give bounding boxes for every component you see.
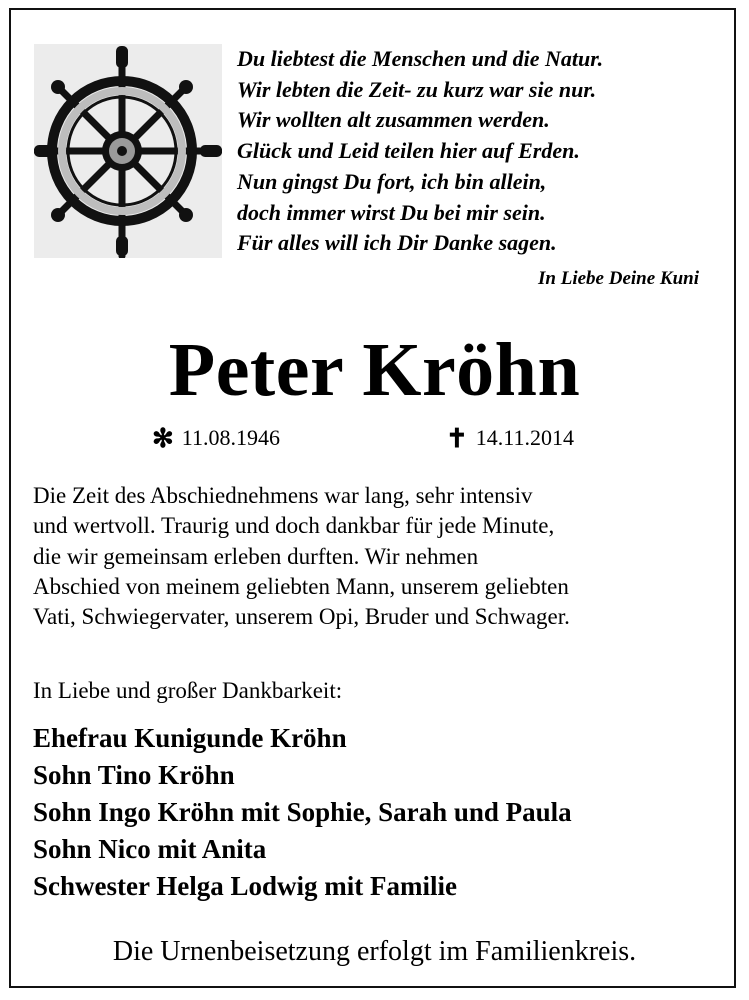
poem-line: Du liebtest die Menschen und die Natur.: [237, 46, 604, 71]
poem-line: Nun gingst Du fort, ich bin allein,: [237, 168, 547, 194]
farewell-text: [33, 481, 723, 632]
burial-notice: Die Urnenbeisetzung erfolgt im Familienkreis.: [112, 936, 637, 967]
farewell-line: die wir gemeinsam erleben durften. Wir nehmen: [33, 543, 479, 569]
farewell-line: und wertvoll. Traurig und doch dankbar für jede Minute,: [33, 513, 555, 539]
farewell-line: Die Zeit des Abschiednehmens war lang, sehr intensiv: [33, 483, 533, 508]
death-date: 14.11.2014: [475, 425, 574, 450]
birth-date-row: [152, 424, 280, 454]
birth-asterisk-icon: ✻: [152, 424, 174, 453]
poem-line: Für alles will ich Dir Danke sagen.: [237, 230, 557, 256]
poem-signature: In Liebe Deine Kuni: [538, 268, 699, 289]
farewell-line: Vati, Schwiegervater, unserem Opi, Bruder und Schwager.: [33, 604, 570, 630]
birth-date: 11.08.1946: [181, 425, 280, 450]
family-member: Sohn Nico mit Anita: [33, 834, 267, 864]
poem-line: Wir lebten die Zeit- zu kurz war sie nur.: [237, 76, 597, 102]
farewell-line: Abschied von meinem geliebten Mann, unserem geliebten: [33, 573, 569, 599]
poem-line: Wir wollten alt zusammen werden.: [237, 107, 550, 133]
poem-line: doch immer wirst Du bei mir sein.: [237, 199, 546, 225]
family-member: Ehefrau Kunigunde Kröhn: [33, 723, 347, 753]
death-cross-icon: ✝: [446, 424, 468, 453]
poem: [237, 44, 717, 259]
family-member: Schwester Helga Lodwig mit Familie: [33, 871, 457, 901]
family-member: Sohn Tino Kröhn: [33, 760, 235, 790]
family-list: [33, 720, 572, 905]
thanks-line: In Liebe und großer Dankbarkeit:: [33, 678, 343, 703]
poem-line: Glück und Leid teilen hier auf Erden.: [237, 138, 580, 164]
death-date-row: [446, 424, 574, 454]
family-member: Sohn Ingo Kröhn mit Sophie, Sarah und Paula: [33, 797, 572, 827]
ship-wheel-icon: [34, 44, 222, 258]
deceased-name: Peter Kröhn: [168, 328, 581, 412]
